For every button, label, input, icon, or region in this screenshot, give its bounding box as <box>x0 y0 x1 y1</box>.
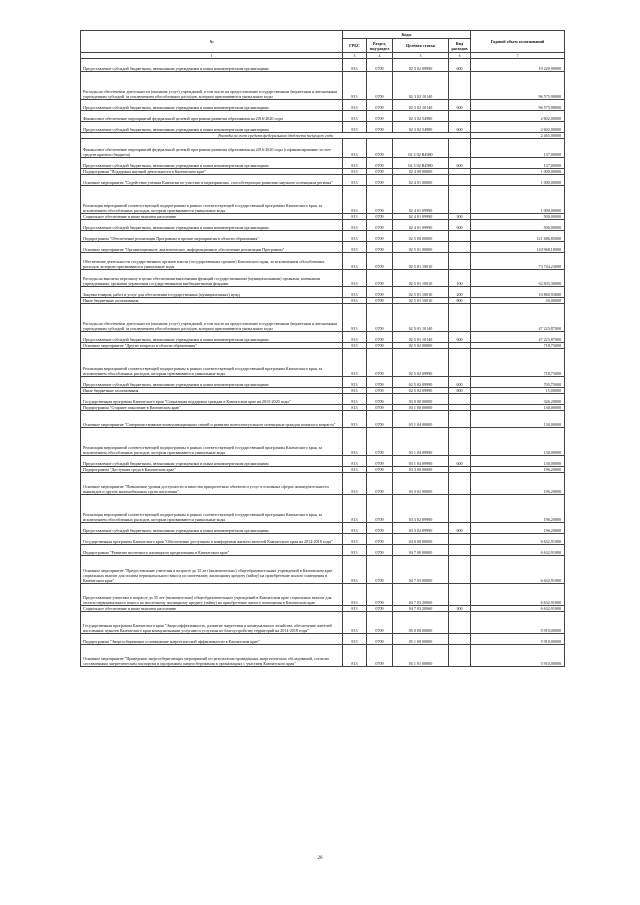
row-name-cell: Финансовое обеспечение мероприятий федеральной целевой программы развития образования на 2016-2020 годы (софинансирование за счет средств краевого бюджета) <box>81 139 343 158</box>
grbs-cell: 813 <box>343 545 367 556</box>
table-row <box>81 304 565 332</box>
grbs-cell: 813 <box>343 343 367 349</box>
razdel-cell: 0709 <box>367 175 393 186</box>
row-name-cell: Расходы на обеспечение деятельности (оказание услуг) учреждений, в том числе на предоставление государственным бюджетным и автономным учреждениям субсидий, за исключением обособленных расходов, которым присваиваются уникальные коды <box>81 304 343 332</box>
target-article-cell: 03 1 04 09990 <box>393 428 449 456</box>
amount-cell: 96 575,98000 <box>471 100 565 111</box>
grbs-cell: 813 <box>343 270 367 287</box>
amount-cell: 130,00000 <box>471 405 565 411</box>
grbs-cell: 813 <box>343 169 367 175</box>
razdel-cell: 0709 <box>367 388 393 394</box>
grbs-cell: 813 <box>343 231 367 242</box>
grbs-cell: 813 <box>343 253 367 270</box>
razdel-cell: 0709 <box>367 467 393 473</box>
grbs-cell: 813 <box>343 175 367 186</box>
razdel-cell: 0709 <box>367 634 393 645</box>
grbs-cell: 813 <box>343 186 367 214</box>
amount-cell: 47 223,87000 <box>471 332 565 343</box>
table-row <box>81 495 565 523</box>
amount-cell: 137,00000 <box>471 139 565 158</box>
amount-cell: 718,75000 <box>471 343 565 349</box>
razdel-cell: 0709 <box>367 584 393 606</box>
target-article-cell: 04 7 03 20060 <box>393 606 449 612</box>
target-article-cell: 03 1 00 00000 <box>393 405 449 411</box>
target-article-cell: 03 3 02 09990 <box>393 523 449 534</box>
grbs-cell: 813 <box>343 556 367 584</box>
grbs-cell: 813 <box>343 72 367 100</box>
table-row <box>81 111 565 122</box>
razdel-cell: 0709 <box>367 111 393 122</box>
expense-type-cell: 600 <box>449 332 471 343</box>
razdel-cell: 0709 <box>367 606 393 612</box>
grbs-cell: 813 <box>343 467 367 473</box>
row-name-cell: Иные бюджетные ассигнования <box>81 298 343 304</box>
razdel-cell: 0709 <box>367 158 393 169</box>
expense-type-cell: 600 <box>449 377 471 388</box>
table-row <box>81 270 565 287</box>
grbs-cell: 813 <box>343 523 367 534</box>
table-row <box>81 242 565 253</box>
col-number-3: 3 <box>343 53 367 59</box>
expense-type-cell <box>449 473 471 495</box>
amount-cell: 326,20000 <box>471 394 565 405</box>
expense-type-cell: 600 <box>449 523 471 534</box>
target-article-cell: 02 5 01 10010 <box>393 287 449 298</box>
razdel-cell: 0709 <box>367 394 393 405</box>
grbs-cell: 813 <box>343 349 367 377</box>
grbs-cell: 813 <box>343 100 367 111</box>
grbs-cell: 813 <box>343 612 367 634</box>
razdel-cell: 0709 <box>367 253 393 270</box>
table-row <box>81 100 565 111</box>
expense-type-cell <box>449 139 471 158</box>
expense-type-cell <box>449 304 471 332</box>
razdel-cell: 0709 <box>367 556 393 584</box>
expense-type-cell <box>449 242 471 253</box>
table-row <box>81 634 565 645</box>
target-article-cell: 02 3 02 54980 <box>393 122 449 133</box>
razdel-cell: 0709 <box>367 343 393 349</box>
row-name-cell: Государственная программа Камчатского края "Энергоэффективность, развитие энергетики и коммунального хозяйства, обеспечение жителей населенных пунктов Камчатского края коммунальными услугами и услугами по благоустройству территорий на 2014-2018 годы" <box>81 612 343 634</box>
razdel-cell: 0709 <box>367 214 393 220</box>
razdel-cell: 0709 <box>367 186 393 214</box>
amount-cell: 120 968,10000 <box>471 242 565 253</box>
target-article-cell: 02 5 01 00000 <box>393 242 449 253</box>
razdel-cell: 0709 <box>367 304 393 332</box>
expense-type-header: Вид расходов <box>449 39 471 53</box>
razdel-cell: 0709 <box>367 349 393 377</box>
grbs-cell: 813 <box>343 377 367 388</box>
target-article-cell: 03 3 00 00000 <box>393 467 449 473</box>
target-article-header: Целевая статья <box>393 39 449 53</box>
grbs-cell: 813 <box>343 332 367 343</box>
grbs-cell: 813 <box>343 534 367 545</box>
row-name-cell: Предоставление субсидий бюджетным, автономным учреждениям и иным некоммерческим организациям <box>81 158 343 169</box>
expense-type-cell <box>449 534 471 545</box>
table-row <box>81 534 565 545</box>
budget-table-page <box>80 30 564 667</box>
table-row <box>81 220 565 231</box>
row-name-cell: Основное мероприятие "Проведение энергосберегающих мероприятий по результатам проведенных энергетических обследований, согласно составленным энергетическим паспортам и программам энергосбережения в организациях с участием Камчатского края" <box>81 645 343 667</box>
table-row <box>81 428 565 456</box>
expense-type-cell: 300 <box>449 606 471 612</box>
table-row <box>81 584 565 606</box>
row-name-cell: Социальное обеспечение и иные выплаты населению <box>81 214 343 220</box>
target-article-cell: 02 5 01 10010 <box>393 298 449 304</box>
table-row <box>81 158 565 169</box>
row-name-cell: Предоставление субсидий бюджетным, автономным учреждениям и иным некоммерческим организациям <box>81 332 343 343</box>
grbs-cell: 813 <box>343 214 367 220</box>
grbs-cell: 813 <box>343 394 367 405</box>
expense-type-cell <box>449 495 471 523</box>
row-name-cell: Обеспечение деятельности государственных органов власти (государственных органов) Камчатского края, за исключением обособленных расходов, которым присваиваются уникальные коды <box>81 253 343 270</box>
expense-type-cell <box>449 545 471 556</box>
amount-cell: 130,00000 <box>471 428 565 456</box>
amount-cell: 121 686,85000 <box>471 231 565 242</box>
table-row <box>81 253 565 270</box>
razdel-cell: 0709 <box>367 287 393 298</box>
grbs-cell: 813 <box>343 242 367 253</box>
expense-type-cell: 300 <box>449 214 471 220</box>
amount-cell: 196,20000 <box>471 473 565 495</box>
expense-type-cell: 600 <box>449 59 471 72</box>
amount-cell: 130,00000 <box>471 411 565 428</box>
table-body <box>81 59 565 667</box>
table-row <box>81 377 565 388</box>
row-name-cell: Реализация мероприятий соответствующей подпрограммы в рамках соответствующей государственной программы Камчатского края, за исключением обособленных расходов, которым присваиваются уникальные коды <box>81 349 343 377</box>
row-name-cell: Реализация мероприятий соответствующей подпрограммы в рамках соответствующей государственной программы Камчатского края, за исключением обособленных расходов, которым присваиваются уникальные коды <box>81 186 343 214</box>
amount-cell: 96 575,98000 <box>471 72 565 100</box>
target-article-cell: 02 5 00 00000 <box>393 231 449 242</box>
row-name-cell: Реализация мероприятий соответствующей подпрограммы в рамках соответствующей государственной программы Камчатского края, за исключением обособленных расходов, которым присваиваются уникальные коды <box>81 495 343 523</box>
grbs-cell: 813 <box>343 220 367 231</box>
row-name-cell: Предоставление субсидий бюджетным, автономным учреждениям и иным некоммерческим организациям <box>81 456 343 467</box>
row-name-cell: Финансовое обеспечение мероприятий федеральной целевой программы развития образования на 2016-2020 годы <box>81 111 343 122</box>
amount-cell: 500,00000 <box>471 220 565 231</box>
amount-cell: 6 632,91000 <box>471 606 565 612</box>
target-article-cell: 05 1 00 00000 <box>393 634 449 645</box>
razdel-cell: 0709 <box>367 495 393 523</box>
razdel-cell: 0709 <box>367 645 393 667</box>
target-article-cell: 02 5 01 10010 <box>393 253 449 270</box>
page-number: 26 <box>317 856 323 861</box>
table-row <box>81 122 565 133</box>
amount-cell: 718,75000 <box>471 349 565 377</box>
expense-type-cell <box>449 645 471 667</box>
row-name-cell: Предоставление субсидий бюджетным, автономным учреждениям и иным некоммерческим организациям <box>81 59 343 72</box>
target-article-cell: 05 0 00 00000 <box>393 612 449 634</box>
table-row <box>81 349 565 377</box>
table-row <box>81 394 565 405</box>
razdel-cell: 0709 <box>367 473 393 495</box>
grbs-cell: 813 <box>343 59 367 72</box>
expense-type-cell: 600 <box>449 220 471 231</box>
amount-cell: 1 000,00000 <box>471 169 565 175</box>
table-row <box>81 287 565 298</box>
razdel-cell: 0709 <box>367 332 393 343</box>
expense-type-cell <box>449 253 471 270</box>
amount-cell: 5 910,00000 <box>471 634 565 645</box>
section-note-cell: Расходы за счет средств федерального бюджета текущего года <box>81 133 471 139</box>
razdel-cell: 0709 <box>367 298 393 304</box>
amount-cell: 1 000,00000 <box>471 175 565 186</box>
expense-type-cell: 600 <box>449 456 471 467</box>
target-article-cell: 04 7 03 20060 <box>393 584 449 606</box>
amount-cell: 15,00000 <box>471 388 565 394</box>
grbs-cell: 813 <box>343 388 367 394</box>
expense-type-cell: 100 <box>449 270 471 287</box>
amount-cell: 73 744,23000 <box>471 253 565 270</box>
table-row <box>81 645 565 667</box>
table-row <box>81 186 565 214</box>
amount-cell: 130,00000 <box>471 456 565 467</box>
expense-type-cell <box>449 612 471 634</box>
amount-cell: 2 602,00000 <box>471 111 565 122</box>
grbs-cell: 813 <box>343 411 367 428</box>
razdel-cell: 0709 <box>367 523 393 534</box>
table-row <box>81 332 565 343</box>
grbs-cell: 813 <box>343 456 367 467</box>
razdel-cell: 0709 <box>367 545 393 556</box>
razdel-cell: 0709 <box>367 231 393 242</box>
row-name-cell: Расходы на выплаты персоналу в целях обеспечения выполнения функций государственными (муниципальными) органами, казенными учреждениями, органами управления государственными внебюджетными фондами <box>81 270 343 287</box>
razdel-cell: 0709 <box>367 139 393 158</box>
table-row <box>81 545 565 556</box>
amount-cell: 2 602,00000 <box>471 122 565 133</box>
table-row <box>81 473 565 495</box>
expense-type-cell <box>449 428 471 456</box>
row-name-cell: Реализация мероприятий соответствующей подпрограммы в рамках соответствующей государственной программы Камчатского края, за исключением обособленных расходов, которым присваиваются уникальные коды <box>81 428 343 456</box>
razdel-cell: 0709 <box>367 270 393 287</box>
target-article-cell: 03 1 04 09990 <box>393 456 449 467</box>
amount-cell: 196,20000 <box>471 523 565 534</box>
amount-cell: 50,00000 <box>471 298 565 304</box>
row-name-cell: Государственная программа Камчатского края "Социальная поддержка граждан в Камчатском крае на 2015-2020 годы" <box>81 394 343 405</box>
col-number-7: 7 <box>471 53 565 59</box>
grbs-cell: 813 <box>343 298 367 304</box>
col-name-header: № <box>81 31 343 53</box>
amount-cell: 196,20000 <box>471 467 565 473</box>
target-article-cell: 05 1 01 00000 <box>393 645 449 667</box>
target-article-cell: 02 5 02 09990 <box>393 349 449 377</box>
grbs-cell: 813 <box>343 645 367 667</box>
amount-cell: 6 632,91000 <box>471 545 565 556</box>
amount-cell: 47 223,87000 <box>471 304 565 332</box>
row-name-cell: Иные бюджетные ассигнования <box>81 388 343 394</box>
expense-type-cell <box>449 394 471 405</box>
grbs-cell: 813 <box>343 405 367 411</box>
razdel-cell: 0709 <box>367 220 393 231</box>
table-row <box>81 523 565 534</box>
target-article-cell: 02 3 02 R4980 <box>393 158 449 169</box>
amount-cell: 500,00000 <box>471 214 565 220</box>
target-article-cell: 03 3 02 00000 <box>393 473 449 495</box>
grbs-cell: 813 <box>343 122 367 133</box>
row-name-cell: Основное мероприятие "Организационное, аналитическое, информационное обеспечение реализации Программы" <box>81 242 343 253</box>
amount-cell: 6 632,91000 <box>471 584 565 606</box>
grbs-cell: 813 <box>343 473 367 495</box>
grbs-cell: 813 <box>343 111 367 122</box>
row-name-cell: Закупка товаров, работ и услуг для обеспечения государственных (муниципальных) нужд <box>81 287 343 298</box>
grbs-cell: 813 <box>343 287 367 298</box>
row-name-cell: Подпрограмма "Старшее поколение в Камчатском крае" <box>81 405 343 411</box>
table-row <box>81 72 565 100</box>
col-number-1: 1 <box>81 53 343 59</box>
row-name-cell: Предоставление субсидий бюджетным, автономным учреждениям и иным некоммерческим организациям <box>81 377 343 388</box>
target-article-cell: 02 4 01 09990 <box>393 186 449 214</box>
amount-cell: 5 910,00000 <box>471 645 565 667</box>
row-name-cell: Основное мероприятие "Повышение уровня доступности и качества приоритетных объектов и услуг в основных сферах жизнедеятельности инвалидов и других маломобильных групп населения" <box>81 473 343 495</box>
table-row <box>81 139 565 158</box>
razdel-header: Раздел, под-раздел <box>367 39 393 53</box>
grbs-cell: 813 <box>343 584 367 606</box>
target-article-cell: 02 3 02 09990 <box>393 59 449 72</box>
codes-header: Коды <box>343 31 471 39</box>
row-name-cell: Государственная программа Камчатского края "Обеспечение доступным и комфортным жильем жителей Камчатского края на 2014-2018 годы" <box>81 534 343 545</box>
table-row <box>81 231 565 242</box>
row-name-cell: Предоставление субсидий бюджетным, автономным учреждениям и иным некоммерческим организациям <box>81 523 343 534</box>
amount-cell: 703,75000 <box>471 377 565 388</box>
table-row <box>81 556 565 584</box>
budget-table <box>80 30 565 667</box>
grbs-cell: 813 <box>343 158 367 169</box>
target-article-cell: 02 3 02 R4980 <box>393 139 449 158</box>
amount-cell: 6 632,91000 <box>471 556 565 584</box>
row-name-cell: Подпрограмма "Развитие ипотечного жилищного кредитования в Камчатском крае" <box>81 545 343 556</box>
expense-type-cell: 600 <box>449 158 471 169</box>
grbs-header: ГРБС <box>343 39 367 53</box>
grbs-cell: 813 <box>343 139 367 158</box>
row-name-cell: Подпрограмма "Доступная среда в Камчатском крае" <box>81 467 343 473</box>
grbs-cell: 813 <box>343 304 367 332</box>
razdel-cell: 0709 <box>367 456 393 467</box>
target-article-cell: 02 4 01 00000 <box>393 175 449 186</box>
table-row <box>81 59 565 72</box>
amount-cell: 10 860,93000 <box>471 287 565 298</box>
razdel-cell: 0709 <box>367 612 393 634</box>
razdel-cell: 0709 <box>367 428 393 456</box>
razdel-cell: 0709 <box>367 122 393 133</box>
row-name-cell: Основное мероприятие "Совершенствование коммуникационных связей и развитие интеллектуального потенциала граждан пожилого возраста" <box>81 411 343 428</box>
table-row <box>81 456 565 467</box>
target-article-cell: 02 3 02 10140 <box>393 72 449 100</box>
expense-type-cell <box>449 72 471 100</box>
row-name-cell: Социальное обеспечение и иные выплаты населению <box>81 606 343 612</box>
target-article-cell: 03 3 02 09990 <box>393 495 449 523</box>
razdel-cell: 0709 <box>367 405 393 411</box>
row-name-cell: Предоставление субсидий бюджетным, автономным учреждениям и иным некоммерческим организациям <box>81 100 343 111</box>
row-name-cell: Расходы на обеспечение деятельности (оказание услуг) учреждений, в том числе на предоставление государственным бюджетным и автономным учреждениям субсидий, за исключением обособленных расходов, которым присваиваются уникальные коды <box>81 72 343 100</box>
target-article-cell: 03 0 00 00000 <box>393 394 449 405</box>
razdel-cell: 0709 <box>367 242 393 253</box>
target-article-cell: 02 4 01 09990 <box>393 214 449 220</box>
amount-cell: 2 465,00000 <box>471 133 565 139</box>
row-name-cell: Предоставление учителям в возрасте до 35 лет (включительно) общеобразовательных учреждений в Камчатском крае социальных выплат для оплаты первоначального взноса по ипотечному жилищному кредиту (займу) на приобретение жилого помещения в Камчатском крае <box>81 584 343 606</box>
row-name-cell: Подпрограмма "Поддержка научной деятельности в Камчатском крае" <box>81 169 343 175</box>
razdel-cell: 0709 <box>367 411 393 428</box>
razdel-cell: 0709 <box>367 72 393 100</box>
expense-type-cell <box>449 584 471 606</box>
expense-type-cell: 600 <box>449 122 471 133</box>
razdel-cell: 0709 <box>367 169 393 175</box>
target-article-cell: 02 5 02 09990 <box>393 388 449 394</box>
amount-cell: 19 220,90000 <box>471 59 565 72</box>
expense-type-cell <box>449 349 471 377</box>
grbs-cell: 813 <box>343 606 367 612</box>
razdel-cell: 0709 <box>367 534 393 545</box>
expense-type-cell <box>449 411 471 428</box>
target-article-cell: 02 5 01 10140 <box>393 304 449 332</box>
row-name-cell: Основное мероприятие "Другие вопросы в области образования" <box>81 343 343 349</box>
grbs-cell: 813 <box>343 495 367 523</box>
amount-cell: 137,00000 <box>471 158 565 169</box>
row-name-cell: Подпрограмма "Энергосбережение и повышение энергетической эффективности в Камчатском крае" <box>81 634 343 645</box>
table-row <box>81 612 565 634</box>
expense-type-cell <box>449 634 471 645</box>
target-article-cell: 04 7 00 00000 <box>393 545 449 556</box>
col-number-5: 5 <box>393 53 449 59</box>
expense-type-cell <box>449 556 471 584</box>
row-name-cell: Основное мероприятие "Предоставление учителям в возрасте до 35 лет (включительно) общеобразовательных учреждений в Камчатском крае социальных выплат для оплаты первоначального взноса по ипотечному жилищному кредиту (займу) на приобретение жилого помещения в Камчатском крае" <box>81 556 343 584</box>
annual-volume-header: Годовой объем ассигнований <box>471 31 565 53</box>
target-article-cell: 02 4 01 09990 <box>393 220 449 231</box>
grbs-cell: 813 <box>343 428 367 456</box>
row-name-cell: Предоставление субсидий бюджетным, автономным учреждениям и иным некоммерческим организациям <box>81 122 343 133</box>
expense-type-cell: 800 <box>449 388 471 394</box>
expense-type-cell: 200 <box>449 287 471 298</box>
target-article-cell: 02 5 01 10140 <box>393 332 449 343</box>
expense-type-cell <box>449 111 471 122</box>
target-article-cell: 02 3 02 54980 <box>393 111 449 122</box>
expense-type-cell <box>449 186 471 214</box>
razdel-cell: 0709 <box>367 100 393 111</box>
amount-cell: 5 910,00000 <box>471 612 565 634</box>
amount-cell: 196,20000 <box>471 495 565 523</box>
razdel-cell: 0709 <box>367 377 393 388</box>
row-name-cell: Подпрограмма "Обеспечение реализации Программы и прочие мероприятия в области образования" <box>81 231 343 242</box>
target-article-cell: 02 3 02 10140 <box>393 100 449 111</box>
target-article-cell: 02 5 02 00000 <box>393 343 449 349</box>
target-article-cell: 02 4 00 00000 <box>393 169 449 175</box>
amount-cell: 6 632,91000 <box>471 534 565 545</box>
target-article-cell: 04 7 03 00000 <box>393 556 449 584</box>
table-row <box>81 175 565 186</box>
grbs-cell: 813 <box>343 634 367 645</box>
expense-type-cell <box>449 231 471 242</box>
row-name-cell: Основное мероприятие "Содействие ученым Камчатки по участию в мероприятиях, способствующих развитию научного потенциала региона" <box>81 175 343 186</box>
row-name-cell: Предоставление субсидий бюджетным, автономным учреждениям и иным некоммерческим организациям <box>81 220 343 231</box>
target-article-cell: 02 5 02 09990 <box>393 377 449 388</box>
expense-type-cell <box>449 175 471 186</box>
razdel-cell: 0709 <box>367 59 393 72</box>
table-row <box>81 411 565 428</box>
target-article-cell: 04 0 00 00000 <box>393 534 449 545</box>
col-number-6: 6 <box>449 53 471 59</box>
col-number-4: 4 <box>367 53 393 59</box>
target-article-cell: 02 5 01 10010 <box>393 270 449 287</box>
target-article-cell: 03 1 04 00000 <box>393 411 449 428</box>
expense-type-cell: 600 <box>449 100 471 111</box>
amount-cell: 1 000,00000 <box>471 186 565 214</box>
amount-cell: 62 833,30000 <box>471 270 565 287</box>
expense-type-cell: 800 <box>449 298 471 304</box>
